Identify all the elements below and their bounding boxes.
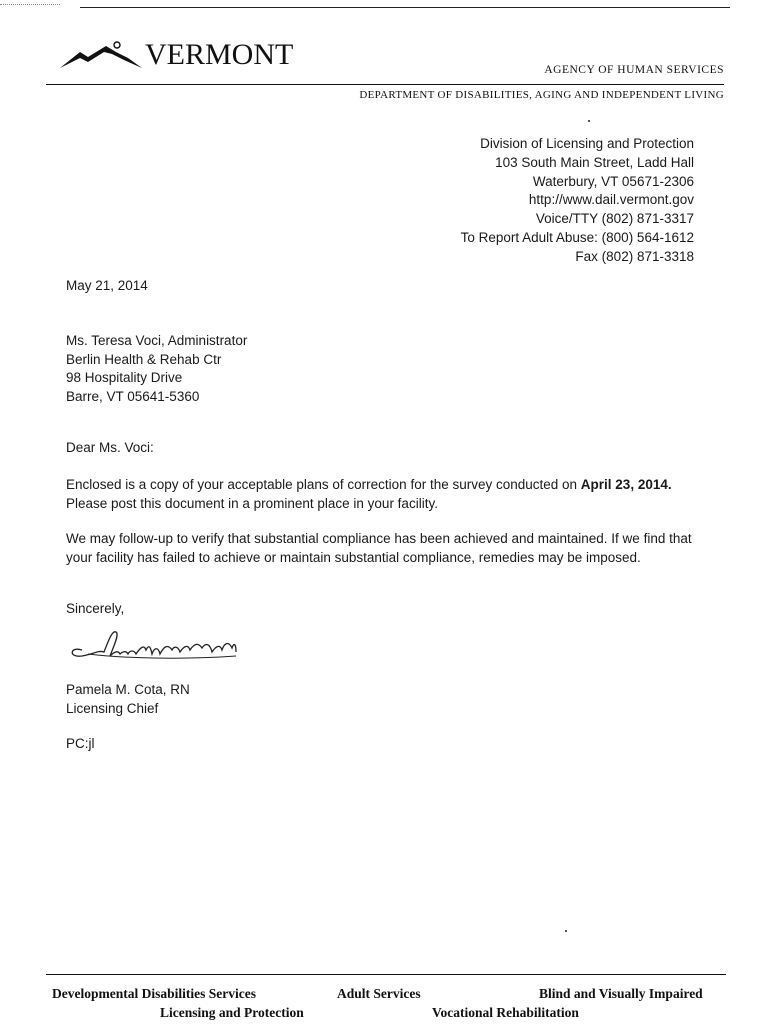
- footer-vocational-rehabilitation: Vocational Rehabilitation: [432, 1005, 579, 1020]
- division-street: 103 South Main Street, Ladd Hall: [495, 154, 694, 170]
- division-abuse-hotline: To Report Adult Abuse: (800) 564-1612: [460, 229, 694, 245]
- reference-initials: PC:jl: [66, 736, 95, 751]
- division-address-block: [461, 135, 694, 267]
- logo-wordmark: VERMONT: [145, 38, 294, 71]
- recipient-address-block: [66, 332, 247, 406]
- para1-text-end: Please post this document in a prominent place in your facility.: [66, 496, 438, 511]
- recipient-name: Ms. Teresa Voci, Administrator: [66, 333, 248, 348]
- top-rule: [80, 7, 730, 8]
- footer-blind-visually-impaired: Blind and Visually Impaired: [539, 986, 703, 1001]
- division-city: Waterbury, VT 05671-2306: [532, 173, 694, 189]
- agency-name: AGENCY OF HUMAN SERVICES: [544, 64, 724, 76]
- division-website: http://www.dail.vermont.gov: [528, 192, 694, 208]
- recipient-facility: Berlin Health & Rehab Ctr: [66, 351, 222, 367]
- division-name: Division of Licensing and Protection: [480, 136, 694, 151]
- recipient-city: Barre, VT 05641-5360: [66, 388, 200, 404]
- footer-adult-services: Adult Services: [337, 986, 421, 1001]
- survey-date: April 23, 2014.: [580, 477, 672, 492]
- closing: Sincerely,: [66, 601, 125, 616]
- division-voice-phone: Voice/TTY (802) 871-3317: [535, 211, 694, 227]
- footer-licensing-protection: Licensing and Protection: [160, 1005, 304, 1020]
- scan-artifact-line: [0, 4, 60, 5]
- scan-speck: [565, 930, 567, 932]
- header-rule: [46, 84, 724, 85]
- recipient-street: 98 Hospitality Drive: [66, 370, 183, 385]
- handwritten-signature: [60, 620, 250, 670]
- vermont-mountain-logo-icon: [58, 38, 148, 74]
- body-paragraph-2: We may follow-up to verify that substantial compliance has been achieved and maintained. If we find that your facility has failed to achieve or maintain substantial compliance, remedies may be imposed.: [66, 531, 692, 565]
- scan-speck: [588, 120, 590, 122]
- footer-rule: [46, 974, 726, 975]
- salutation: Dear Ms. Voci:: [66, 440, 154, 455]
- signer-name: Pamela M. Cota, RN: [66, 682, 190, 697]
- body-paragraph-1: [66, 475, 716, 513]
- para1-text: Enclosed is a copy of your acceptable plans of correction for the survey conducted on: [66, 477, 581, 492]
- signer-block: [66, 681, 190, 718]
- letter-date: May 21, 2014: [66, 278, 148, 293]
- division-fax: Fax (802) 871-3318: [575, 248, 694, 264]
- department-name: DEPARTMENT OF DISABILITIES, AGING AND INDEPENDENT LIVING: [359, 89, 724, 101]
- footer-developmental-disabilities: Developmental Disabilities Services: [52, 986, 256, 1001]
- signer-title: Licensing Chief: [66, 700, 159, 716]
